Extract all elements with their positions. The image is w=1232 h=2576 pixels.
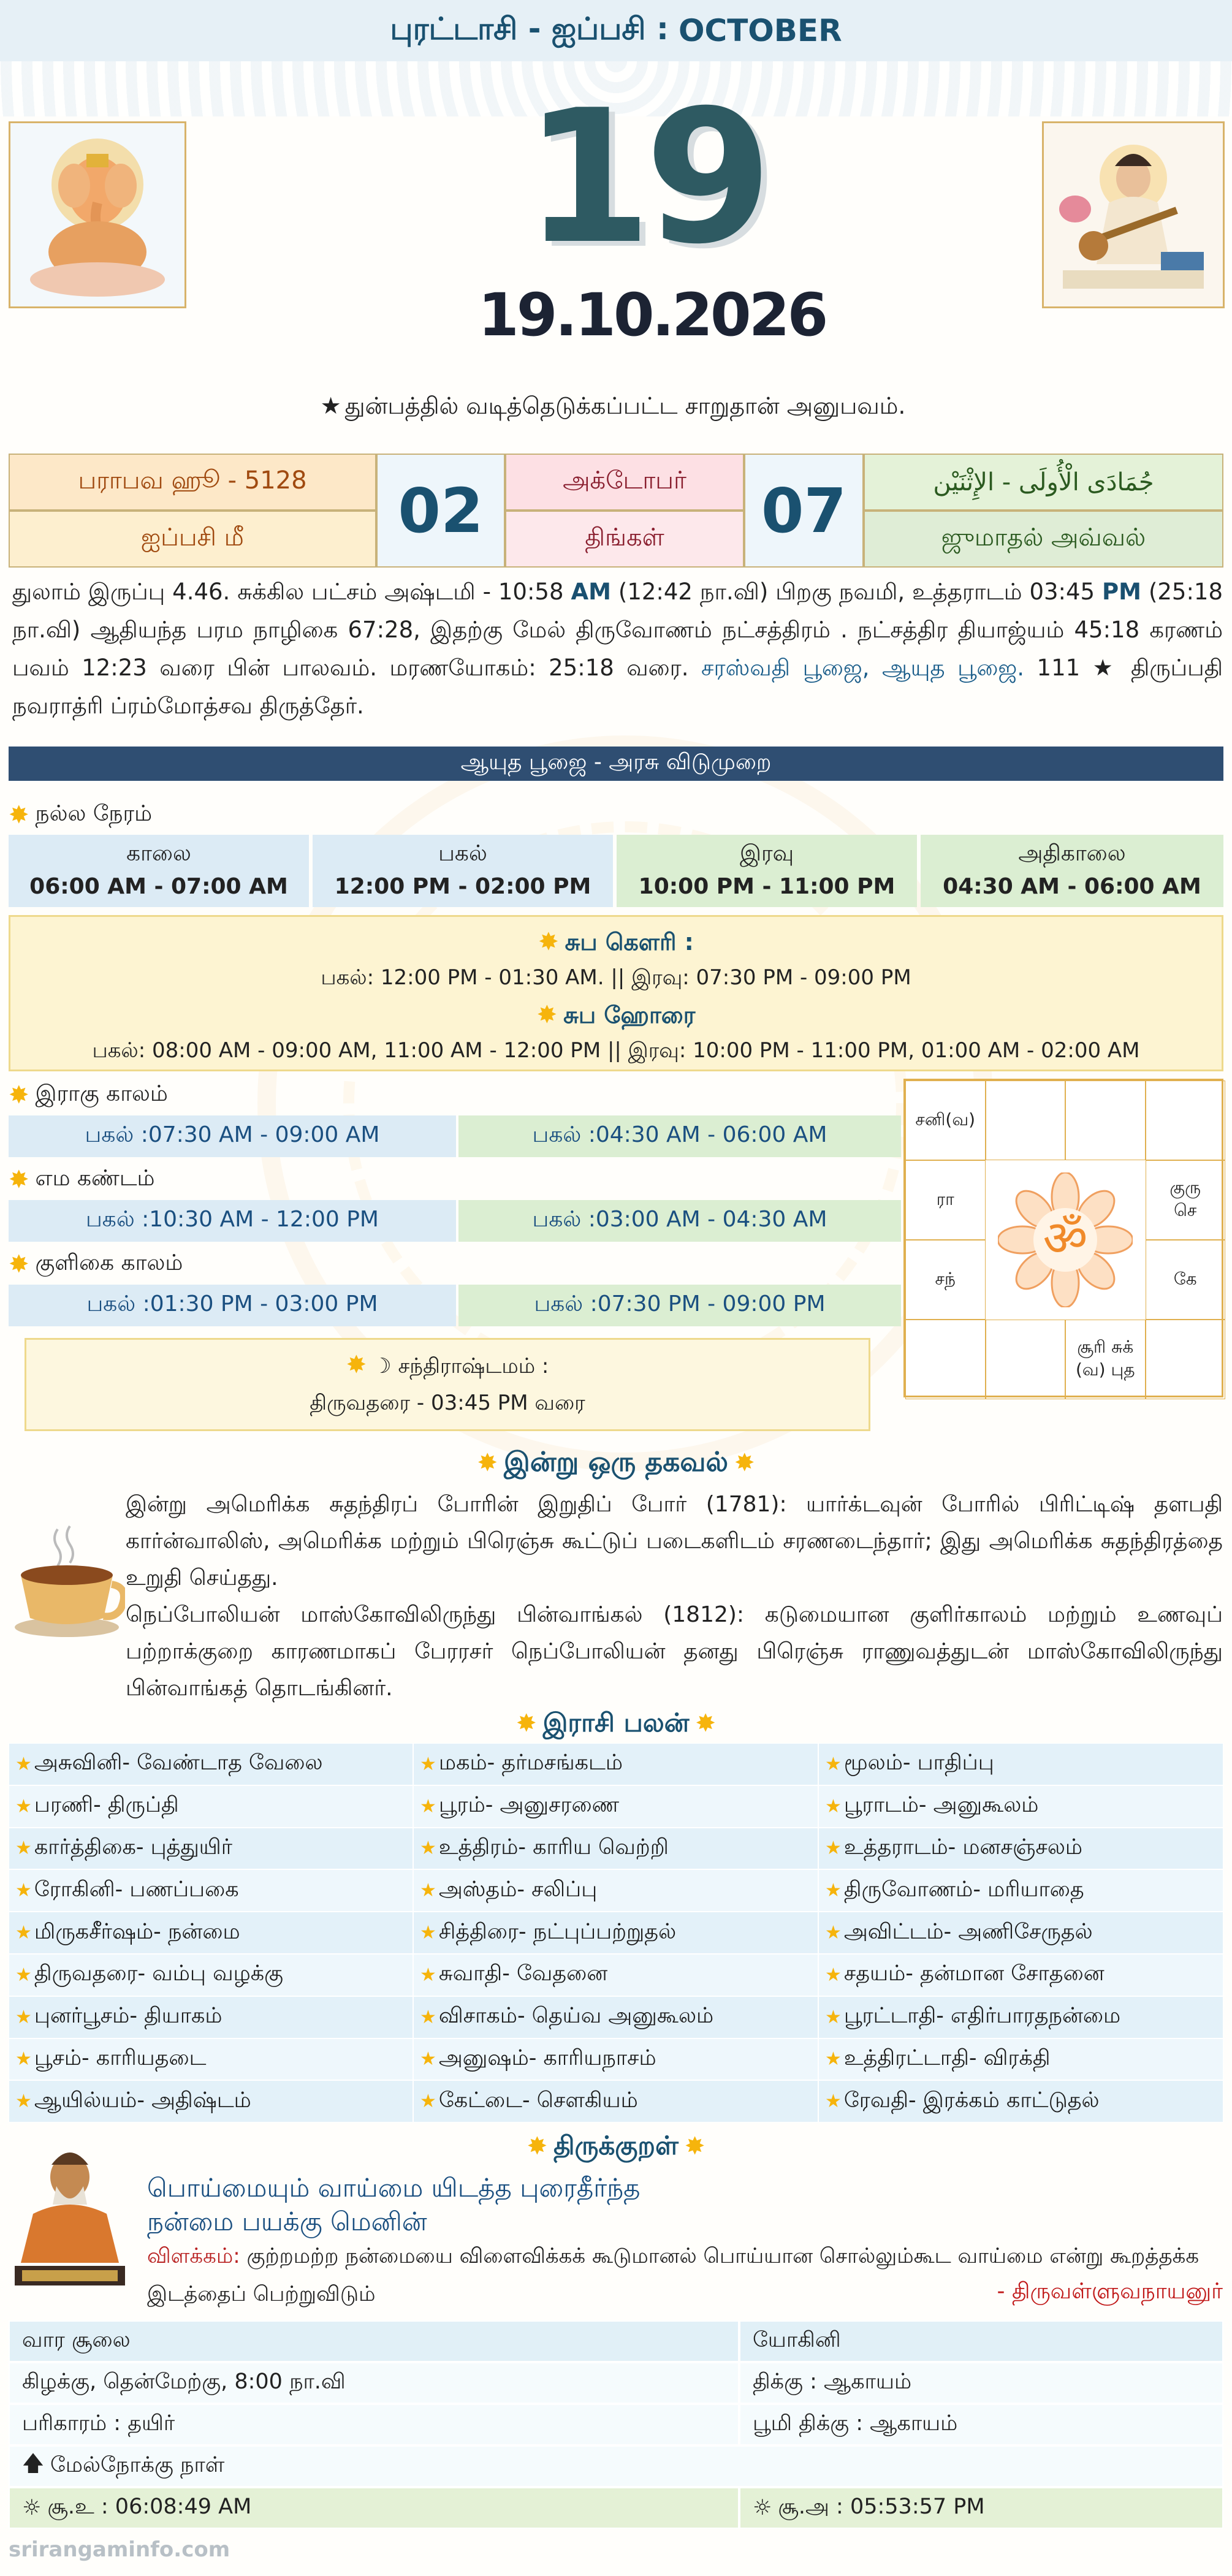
star-icon: ★ <box>825 1795 842 1817</box>
panchang-text-3: (25:18 நா.வி) ஆதியந்த பரம நாழிகை 67:28, இதற்கு மேல் திருவோணம் நட்சத்திரம் . நட்சத்திர தியாஜ்யம் 45:18 கரணம் பவம் 12:23 வரை பின் பாலவம். மரணயோகம்: 25:18 வரை. <box>12 579 1223 681</box>
star-icon: ★ <box>825 2006 842 2028</box>
nalla-neram-noon <box>313 835 613 907</box>
big-day-number: 19 <box>524 70 766 284</box>
soolam-value: கிழக்கு, தென்மேற்கு, 8:00 நா.வி <box>9 2362 739 2404</box>
panchang-am: AM <box>571 579 611 605</box>
quote-text: துன்பத்தில் வடித்தெடுக்கப்பட்ட சாறுதான் அனுபவம். <box>344 392 906 419</box>
rasi-item <box>413 1869 818 1912</box>
sun-icon: ✸ <box>734 1449 755 1477</box>
yama-title: எம கண்டம் <box>35 1166 155 1191</box>
rasi-text: கேட்டை- சௌகியம் <box>438 2088 638 2113</box>
english-month-tamil: அக்டோபர் <box>505 454 744 511</box>
star-icon: ★ <box>825 1837 842 1860</box>
rahu-night: பகல் :04:30 AM - 06:00 AM <box>458 1115 901 1157</box>
hora-value: பகல்: 08:00 AM - 09:00 AM, 11:00 AM - 12:00 PM || இரவு: 10:00 PM - 11:00 PM, 01:00 AM - 02:00 AM <box>92 1038 1140 1063</box>
rasi-item <box>413 1912 818 1954</box>
sun-icon: ✸ <box>9 1081 29 1109</box>
star-icon: ★ <box>825 1880 842 1902</box>
rasi-text: பூரட்டாதி- எதிர்பாரதநன்மை <box>843 2004 1121 2029</box>
chart-house: சனி(வ) <box>905 1081 986 1160</box>
rahu-label <box>9 1080 168 1111</box>
rasi-text: சதயம்- தன்மான சோதனை <box>843 1961 1105 1986</box>
chart-house: ரா <box>905 1160 986 1240</box>
sun-icon: ✸ <box>538 928 559 956</box>
rasi-text: பூராடம்- அனுகூலம் <box>843 1793 1039 1818</box>
yama-night: பகல் :03:00 AM - 04:30 AM <box>458 1200 901 1242</box>
footer-site[interactable]: srirangaminfo.com <box>9 2537 230 2562</box>
rasi-text: சுவாதி- வேதனை <box>438 1961 608 1986</box>
rasi-text: உத்திரம்- காரிய வெற்றி <box>438 1834 669 1860</box>
tamil-day-number: 02 <box>376 454 505 568</box>
rasi-item <box>413 1785 818 1828</box>
rasi-item <box>9 1996 413 2038</box>
fact-text <box>126 1486 1223 1707</box>
sun-icon: ✸ <box>695 1709 716 1738</box>
sun-icon: ✸ <box>9 1166 29 1194</box>
up-arrow-icon: 🡅 <box>22 2451 44 2476</box>
sun-outline-icon: ☼ <box>753 2496 772 2520</box>
kural-title-text: திருக்குறள் <box>553 2130 679 2160</box>
fact-title <box>429 1446 809 1483</box>
slot-value: 10:00 PM - 11:00 PM <box>638 874 895 899</box>
slot-name: அதிகாலை <box>1018 841 1126 866</box>
slot-name: இரவு <box>739 841 794 866</box>
tea-cup-icon <box>9 1517 125 1639</box>
rahu-day: பகல் :07:30 AM - 09:00 AM <box>9 1115 456 1157</box>
english-month: OCTOBER <box>679 13 842 48</box>
gowri-hora-box <box>9 915 1223 1071</box>
sun-icon: ✸ <box>684 2132 705 2160</box>
rasi-item <box>413 1743 818 1785</box>
rasi-item <box>9 1785 413 1828</box>
hora-title <box>10 1001 1222 1032</box>
panchang-text-1: துலாம் இருப்பு 4.46. சுக்கில பட்சம் அஷ்டமி - 10:58 <box>12 579 571 605</box>
rasi-text: உத்தராடம்- மனசஞ்சலம் <box>843 1834 1083 1860</box>
slot-value: 04:30 AM - 06:00 AM <box>943 874 1201 899</box>
chart-house <box>905 1320 986 1399</box>
star-icon: ★ <box>15 1964 32 1986</box>
rasi-item <box>413 1828 818 1870</box>
star-icon: ★ <box>420 2048 436 2070</box>
rasi-text: பூரம்- அனுசரணை <box>438 1793 620 1818</box>
date-info-grid <box>9 454 1223 568</box>
kural-exp-label: விளக்கம்: <box>147 2244 240 2268</box>
weekday: திங்கள் <box>505 511 744 568</box>
rasi-text: திருவதரை- வம்பு வழக்கு <box>34 1961 284 1986</box>
rasi-text: சித்திரை- நட்புப்பற்றுதல் <box>438 1919 677 1944</box>
rasi-item <box>9 2038 413 2081</box>
fact-title-text: இன்று ஒரு தகவல் <box>504 1446 728 1478</box>
nalla-neram-label <box>9 800 152 830</box>
slot-name: பகல் <box>438 841 487 866</box>
rasi-grid <box>9 1743 1223 2123</box>
rasi-item <box>413 2038 818 2081</box>
star-icon: ★ <box>15 2006 32 2028</box>
rasi-item <box>818 1869 1223 1912</box>
star-icon: ★ <box>420 1964 436 1986</box>
om-lotus-icon <box>998 1172 1133 1307</box>
yama-label <box>9 1165 154 1195</box>
daily-quote <box>184 392 1042 429</box>
rasi-item <box>818 1743 1223 1785</box>
yogini-label: யோகினி <box>739 2320 1223 2362</box>
sunrise-row <box>9 2487 739 2529</box>
saraswati-icon <box>1051 129 1216 301</box>
star-icon: ★ <box>420 1880 436 1902</box>
rasi-text: ரோகினி- பணப்பகை <box>34 1877 239 1902</box>
yama-day: பகல் :10:30 AM - 12:00 PM <box>9 1200 456 1242</box>
rasi-text: விசாகம்- தெய்வ அனுகூலம் <box>438 2004 714 2029</box>
parigaram-value: பரிகாரம் : தயிர் <box>9 2404 739 2445</box>
rasi-title-text: இராசி பலன் <box>542 1708 690 1738</box>
rasi-text: பூசம்- காரியதடை <box>34 2045 207 2070</box>
rasi-item <box>413 1996 818 2038</box>
thikku-value: திக்கு : ஆகாயம் <box>739 2362 1223 2404</box>
rasi-text: உத்திரட்டாதி- விரக்தி <box>843 2045 1051 2070</box>
slot-value: 12:00 PM - 02:00 PM <box>334 874 591 899</box>
rasi-item <box>818 1912 1223 1954</box>
kural-line-1: பொய்மையும் வாய்மை யிடத்த புரைதீர்ந்த <box>147 2173 641 2203</box>
star-icon: ★ <box>825 1922 842 1944</box>
sun-icon: ✸ <box>477 1449 498 1477</box>
star-icon: ★ <box>15 1837 32 1860</box>
kural-author: - திருவள்ளுவநாயனுர் <box>997 2279 1223 2304</box>
rasi-title <box>478 1708 760 1742</box>
rasi-text: மூலம்- பாதிப்பு <box>843 1750 994 1776</box>
chandrashtamam-value: திருவதரை - 03:45 PM வரை <box>310 1391 585 1415</box>
rasi-item <box>818 1828 1223 1870</box>
star-icon: ★ <box>420 1837 436 1860</box>
star-icon: ★ <box>420 2006 436 2028</box>
panchang-text-2: (12:42 நா.வி) பிறகு நவமி, உத்தராடம் 03:45 <box>610 579 1103 605</box>
islamic-month-arabic: جُمَادَى الْأُولَى - الإِثْنَيْن <box>864 454 1223 511</box>
star-icon: ★ <box>15 1922 32 1944</box>
star-icon: ★ <box>825 2091 842 2113</box>
ganesha-icon <box>18 129 177 301</box>
rasi-item <box>9 1828 413 1870</box>
saraswati-image <box>1042 121 1225 308</box>
bhoomi-thikku-value: பூமி திக்கு : ஆகாயம் <box>739 2404 1223 2445</box>
fact-paragraph-2: நெப்போலியன் மாஸ்கோவிலிருந்து பின்வாங்கல் (1812): கடுமையான குளிர்காலம் மற்றும் உணவுப் பற்றாக்குறை காரணமாகப் பேரரசர் நெப்போலியன் தனது பிரெஞ்சு ராணுவத்துடன் மாஸ்கோவிலிருந்து பின்வாங்கத் தொடங்கினர். <box>126 1602 1223 1701</box>
sun-outline-icon: ☼ <box>22 2496 42 2520</box>
rasi-item <box>818 2080 1223 2122</box>
tea-cup-image <box>9 1517 125 1639</box>
star-icon: ★ <box>15 2048 32 2070</box>
soolam-label: வார சூலை <box>9 2320 739 2362</box>
rasi-item <box>413 2080 818 2122</box>
gowri-title-text: சுப கௌரி : <box>565 929 694 956</box>
chandrashtamam-box <box>25 1338 870 1431</box>
svg-text:ॐ: ॐ <box>1043 1210 1087 1267</box>
fact-paragraph-1: இன்று அமெரிக்க சுதந்திரப் போரின் இறுதிப் போர் (1781): யார்க்டவுன் போரில் பிரிட்டிஷ் தளபதி கார்ன்வாலிஸ், அமெரிக்க மற்றும் பிரெஞ்சு கூட்டுப் படைகளிடம் சரணடைந்தார்; இது அமெரிக்க சுதந்திரத்தை உறுதி செய்தது. <box>126 1492 1223 1590</box>
chandrashtamam-title <box>26 1351 869 1381</box>
rasi-text: அஸ்தம்- சலிப்பு <box>438 1877 598 1902</box>
kuligai-label <box>9 1249 183 1280</box>
year-name: பராபவ ஹூ - 5128 <box>9 454 376 511</box>
rasi-item <box>413 1954 818 1996</box>
rasi-text: புனர்பூசம்- தியாகம் <box>34 2004 222 2029</box>
rahu-title: இராகு காலம் <box>35 1081 168 1106</box>
panchang-text-4: 111 ★ திருப்பதி நவராத்ரி ப்ரம்மோத்சவ திருத்தேர். <box>12 655 1223 719</box>
nokku-text: மேல்நோக்கு நாள் <box>50 2453 225 2477</box>
chart-house: சந் <box>905 1240 986 1320</box>
tamil-months: புரட்டாசி - ஐப்பசி : <box>390 10 669 47</box>
rasi-item <box>9 1743 413 1785</box>
nalla-neram-dawn <box>921 835 1223 907</box>
ganesha-image <box>9 121 186 308</box>
star-icon: ★ <box>420 2091 436 2113</box>
chart-house: குரு செ <box>1146 1160 1226 1240</box>
chart-house: கே <box>1146 1240 1226 1320</box>
moon-icon: ☽ <box>373 1354 398 1378</box>
kuligai-title: குளிகை காலம் <box>35 1250 183 1275</box>
full-date: 19.10.2026 <box>478 281 826 349</box>
rasi-text: கார்த்திகை- புத்துயிர் <box>34 1834 233 1860</box>
kural-line-2: நன்மை பயக்கு மெனின் <box>147 2206 427 2236</box>
sun-icon: ✸ <box>527 2132 548 2160</box>
rasi-item <box>9 1912 413 1954</box>
rasi-text: அவிட்டம்- அணிசேருதல் <box>843 1919 1093 1944</box>
rasi-text: திருவோணம்- மரியாதை <box>843 1877 1084 1902</box>
panchang-pm: PM <box>1102 579 1141 605</box>
slot-name: காலை <box>126 841 191 866</box>
kuligai-day: பகல் :01:30 PM - 03:00 PM <box>9 1285 456 1326</box>
rasi-text: ஆயில்யம்- அதிஷ்டம் <box>34 2088 251 2113</box>
rasi-text: மகம்- தர்மசங்கடம் <box>438 1750 623 1776</box>
header-band <box>0 0 1232 61</box>
om-icon <box>985 1160 1145 1320</box>
rasi-item <box>9 1954 413 1996</box>
star-icon: ★ <box>825 1964 842 1986</box>
rasi-text: மிருகசீர்ஷம்- நன்மை <box>34 1919 240 1944</box>
valluvar-image <box>9 2146 131 2289</box>
star-icon: ★ <box>420 1922 436 1944</box>
sunset-row <box>739 2487 1223 2529</box>
valluvar-icon <box>9 2146 131 2289</box>
star-icon: ★ <box>320 392 341 419</box>
nokku-row <box>9 2445 1223 2487</box>
chart-house: சூரி சுக் (வ) புத <box>1065 1320 1146 1399</box>
hora-title-text: சுப ஹோரை <box>563 1001 696 1028</box>
chandrashtamam-title-text: சந்திராஷ்டமம் : <box>398 1354 549 1378</box>
star-icon: ★ <box>15 1795 32 1817</box>
sun-icon: ✸ <box>516 1709 537 1738</box>
chart-house <box>986 1320 1066 1399</box>
gowri-title <box>10 928 1222 959</box>
star-icon: ★ <box>825 1753 842 1775</box>
rasi-item <box>818 1785 1223 1828</box>
star-icon: ★ <box>420 1795 436 1817</box>
rasi-text: ரேவதி- இரக்கம் காட்டுதல் <box>843 2088 1100 2113</box>
chart-house <box>1065 1081 1146 1160</box>
kuligai-night: பகல் :07:30 PM - 09:00 PM <box>458 1285 901 1326</box>
sun-icon: ✸ <box>536 1001 558 1029</box>
nalla-neram-title: நல்ல நேரம் <box>35 801 153 826</box>
rasi-text: அசுவினி- வேண்டாத வேலை <box>34 1750 323 1776</box>
bottom-table <box>9 2320 1223 2553</box>
star-icon: ★ <box>15 1753 32 1775</box>
slot-value: 06:00 AM - 07:00 AM <box>29 874 288 899</box>
star-icon: ★ <box>15 2091 32 2113</box>
chart-house <box>1146 1081 1226 1160</box>
festival-text: சரஸ்வதி பூஜை, ஆயுத பூஜை. <box>701 655 1025 681</box>
rasi-item <box>9 1869 413 1912</box>
star-icon: ★ <box>825 2048 842 2070</box>
holiday-banner: ஆயுத பூஜை - அரசு விடுமுறை <box>9 747 1223 781</box>
islamic-day-number: 07 <box>744 454 864 568</box>
islamic-month-tamil: ஜுமாதல் அவ்வல் <box>864 511 1223 568</box>
sun-icon: ✸ <box>9 1250 29 1279</box>
star-icon: ★ <box>420 1753 436 1775</box>
sunset-text: சூ.அ : 05:53:57 PM <box>778 2494 985 2519</box>
sun-icon: ✸ <box>346 1351 367 1379</box>
tamil-month-cell: ஐப்பசி மீ <box>9 511 376 568</box>
chart-house <box>1146 1320 1226 1399</box>
chart-house <box>986 1081 1066 1160</box>
sun-icon: ✸ <box>9 801 29 829</box>
star-icon: ★ <box>15 1880 32 1902</box>
rasi-item <box>9 2080 413 2122</box>
sunrise-text: சூ.உ : 06:08:49 AM <box>47 2494 252 2519</box>
rasi-item <box>818 2038 1223 2081</box>
kural-title <box>503 2130 736 2166</box>
nalla-neram-night <box>617 835 917 907</box>
nalla-neram-morning <box>9 835 309 907</box>
rasi-item <box>818 1996 1223 2038</box>
kural-exp-text: குற்றமற்ற நன்மையை விளைவிக்கக் கூடுமானல் பொய்யான சொல்லும்கூட வாய்மை என்று கூறத்தக்க இடத்தைப் பெற்றுவிடும் <box>147 2244 1200 2306</box>
rasi-item <box>818 1954 1223 1996</box>
rasi-text: பரணி- திருப்தி <box>34 1793 179 1818</box>
rasi-text: அனுஷம்- காரியநாசம் <box>438 2045 656 2070</box>
gowri-value: பகல்: 12:00 PM - 01:30 AM. || இரவு: 07:30 PM - 09:00 PM <box>321 965 911 990</box>
rasi-chart <box>903 1079 1223 1397</box>
panchang-details <box>12 573 1223 726</box>
